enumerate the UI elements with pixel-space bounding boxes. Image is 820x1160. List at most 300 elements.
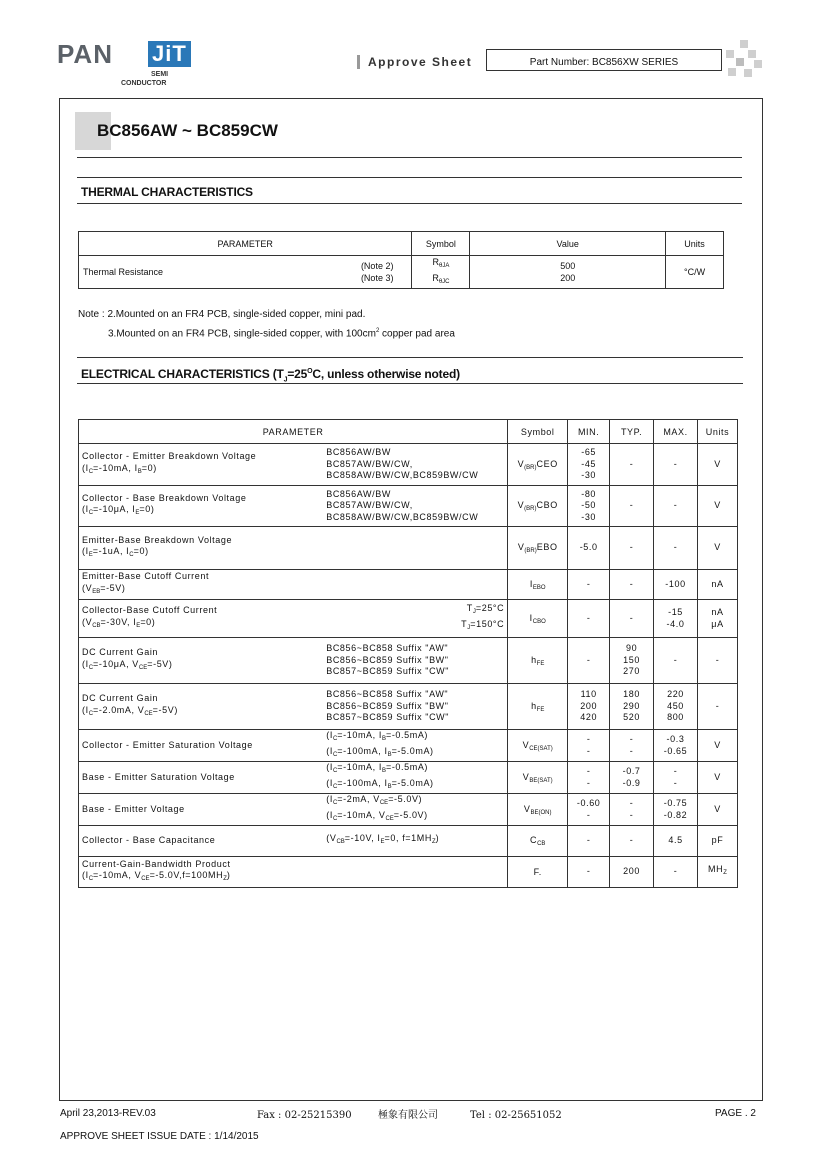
thermal-value-500: 500 [560, 261, 576, 271]
parameter-cell [79, 527, 508, 570]
min-cell-values-line-0: - [586, 734, 591, 744]
parameter-cell [79, 570, 508, 600]
typ-cell [610, 570, 654, 600]
units-cell-values [701, 701, 734, 713]
units-cell-values-line-0: $MH_Z$ [708, 864, 727, 877]
symbol-text: $V_{BE(ON)}$ [523, 803, 552, 816]
thermal-note-2: (Note 2) [360, 261, 394, 271]
parameter-name: DC Current Gain [82, 693, 159, 703]
min-cell-values [571, 835, 606, 847]
typ-cell-values-line-1: -0.9 [622, 777, 641, 788]
thermal-header-parameter: PARAMETER [79, 232, 412, 256]
typ-cell-values [613, 734, 650, 757]
max-cell [654, 486, 698, 527]
typ-cell-values [613, 866, 650, 878]
max-cell-values-line-1: -0.82 [663, 809, 688, 820]
thermal-symbol-rjc-sub: θJC [438, 279, 450, 285]
units-cell-values-line-1: μA [711, 618, 724, 629]
symbol-cell [508, 486, 568, 527]
typ-cell-values-line-0: -0.7 [622, 766, 641, 776]
symbol-text: F. [533, 867, 542, 877]
units-cell-values [701, 579, 734, 591]
logo-semi-text: SEMI [151, 71, 169, 78]
footer-issue-date: APPROVE SHEET ISSUE DATE : 1/14/2015 [60, 1131, 259, 1142]
min-cell-values [571, 798, 606, 821]
typ-cell-values [613, 643, 650, 678]
min-cell-values-line-2: 420 [580, 712, 598, 723]
units-cell [697, 730, 737, 762]
min-cell-values-line-1: -45 [581, 458, 597, 469]
parameter-name: Collector - Base Breakdown Voltage [82, 492, 247, 503]
max-cell [654, 570, 698, 600]
units-cell-values [701, 740, 734, 752]
symbol-cell [508, 638, 568, 684]
note-line-2-text: 3.Mounted on an FR4 PCB, single-sided copper, with 100cm [108, 328, 376, 340]
parameter-devices-line-0: ($I_C=-10mA$, $I_B=-0.5mA$) [326, 730, 429, 742]
max-cell-values-line-0: -0.75 [663, 798, 688, 808]
thermal-section-top-rule [77, 177, 742, 178]
typ-cell-values-line-1: 150 [623, 654, 640, 665]
min-cell-values-line-1: 200 [580, 700, 598, 711]
symbol-cell [508, 857, 568, 888]
symbol-cell [508, 826, 568, 857]
units-cell [697, 486, 737, 527]
units-cell-values [701, 542, 734, 554]
units-cell-values-line-0: V [714, 458, 721, 469]
typ-cell [610, 730, 654, 762]
electrical-header-units: Units [697, 420, 737, 444]
thermal-value-200: 200 [560, 273, 576, 283]
min-cell-values-line-2: -30 [581, 511, 597, 522]
min-cell [568, 444, 610, 486]
parameter-devices [326, 689, 504, 724]
parameter-cell [79, 794, 508, 826]
parameter-cell [79, 730, 508, 762]
electrical-row [79, 730, 738, 762]
symbol-text: $V_{CE(SAT)}$ [522, 739, 553, 752]
max-cell-values-line-1: -4.0 [666, 618, 685, 629]
parameter-devices [326, 447, 504, 482]
thermal-symbol-rjc: R [432, 273, 439, 283]
parameter-devices [326, 489, 504, 524]
max-cell-values [657, 798, 694, 821]
thermal-notes [78, 307, 455, 342]
min-cell-values-line-0: - [586, 612, 591, 623]
electrical-title-part3: C, unless otherwise noted) [312, 367, 460, 381]
parameter-devices-line-1: BC856~BC859 Suffix "BW" [326, 654, 449, 665]
max-cell [654, 730, 698, 762]
electrical-row [79, 794, 738, 826]
typ-cell-values-line-0: - [629, 734, 634, 744]
typ-cell-values-line-0: - [629, 835, 634, 846]
typ-cell-values [613, 766, 650, 789]
max-cell-values-line-1: -0.65 [663, 745, 688, 756]
units-cell-values-line-0: V [714, 771, 721, 782]
thermal-parameter-name: Thermal Resistance [83, 267, 164, 277]
units-cell [697, 527, 737, 570]
units-cell [697, 762, 737, 794]
parameter-cell [79, 684, 508, 730]
min-cell-values-line-0: - [586, 578, 591, 589]
min-cell-values-line-0: - [586, 835, 591, 846]
typ-cell-values-line-2: 520 [623, 712, 640, 723]
units-cell-values-line-0: pF [711, 835, 724, 846]
parameter-devices [326, 643, 504, 678]
max-cell-values-line-1: - [673, 777, 678, 788]
electrical-title-part1: ELECTRICAL CHARACTERISTICS (T [81, 367, 284, 381]
typ-cell-values-line-1: 290 [623, 700, 640, 711]
typ-cell [610, 527, 654, 570]
max-cell-values-line-0: - [673, 866, 678, 877]
parameter-condition: ($I_C=-2.0mA$, $V_{CE}=-5V$) [82, 704, 178, 717]
min-cell-values-line-0: -0.60 [576, 798, 601, 808]
min-cell [568, 570, 610, 600]
symbol-cell [508, 527, 568, 570]
parameter-devices-line-0: ($I_C=-10mA$, $I_B=-0.5mA$) [326, 762, 429, 774]
symbol-cell [508, 794, 568, 826]
parameter-devices-line-2: BC858AW/BW/CW,BC859BW/CW [326, 511, 479, 522]
units-cell-values [701, 607, 734, 630]
parameter-name: Base - Emitter Saturation Voltage [82, 771, 235, 782]
thermal-table [78, 231, 724, 289]
typ-cell [610, 638, 654, 684]
parameter-cell [79, 826, 508, 857]
units-cell-values-line-0: V [714, 803, 721, 814]
min-cell-values [571, 689, 606, 724]
units-cell-values [701, 835, 734, 847]
footer-date-rev: April 23,2013-REV.03 [60, 1108, 156, 1119]
typ-cell [610, 794, 654, 826]
parameter-devices-line-0: BC856AW/BW [326, 488, 391, 499]
typ-cell-values-line-0: - [629, 458, 634, 469]
units-cell-values-line-0: V [714, 739, 721, 750]
max-cell [654, 826, 698, 857]
min-cell-values [571, 447, 606, 482]
symbol-text: $h_{FE}$ [531, 654, 545, 667]
parameter-name: Collector - Emitter Breakdown Voltage [82, 451, 257, 461]
min-cell-values-line-0: -65 [581, 447, 597, 458]
min-cell [568, 730, 610, 762]
parameter-cell [79, 762, 508, 794]
max-cell-values [657, 459, 694, 471]
min-cell [568, 486, 610, 527]
electrical-row [79, 527, 738, 570]
parameter-name: Collector - Emitter Saturation Voltage [82, 739, 253, 750]
typ-cell-values-line-0: - [629, 578, 634, 589]
max-cell [654, 527, 698, 570]
page-title: BC856AW ~ BC859CW [97, 121, 278, 140]
max-cell-values [657, 689, 694, 724]
max-cell-values [657, 866, 694, 878]
electrical-section-top-rule [77, 357, 743, 358]
min-cell-values-line-0: - [586, 654, 591, 665]
units-cell-values-line-0: nA [711, 607, 724, 617]
parameter-name: Base - Emitter Voltage [82, 803, 185, 814]
parameter-devices-line-0: BC856AW/BW [326, 447, 391, 458]
max-cell-values-line-0: -15 [668, 607, 683, 617]
electrical-title-part2: =25 [287, 367, 308, 381]
max-cell-values-line-0: - [673, 458, 678, 469]
max-cell-values-line-0: -0.3 [666, 734, 685, 744]
min-cell-values-line-0: 110 [580, 689, 597, 700]
parameter-cell [79, 857, 508, 888]
typ-cell-values-line-0: - [629, 798, 634, 808]
min-cell-values-line-1: - [586, 809, 591, 820]
typ-cell-values-line-0: 180 [623, 689, 640, 700]
units-cell [697, 684, 737, 730]
typ-cell [610, 826, 654, 857]
parameter-devices-line-2: BC857~BC859 Suffix "CW" [326, 712, 450, 723]
parameter-condition: ($V_{CB}=-30V$, $I_E=0$) [82, 616, 156, 629]
min-cell-values [571, 579, 606, 591]
symbol-cell [508, 684, 568, 730]
electrical-row [79, 486, 738, 527]
parameter-name: Emitter-Base Breakdown Voltage [82, 534, 233, 545]
units-cell-values [701, 500, 734, 512]
parameter-cell [79, 638, 508, 684]
typ-cell-values-line-1: - [629, 809, 634, 820]
max-cell-values [657, 579, 694, 591]
units-cell-values [701, 804, 734, 816]
units-cell-values [701, 772, 734, 784]
panjit-logo [57, 40, 187, 86]
logo-conductor-text: CONDUCTOR [121, 80, 167, 87]
footer-tel: Tel : 02-25651052 [470, 1110, 562, 1121]
parameter-devices [461, 603, 504, 634]
max-cell-values-line-0: - [673, 542, 678, 553]
symbol-text: $V_{(BR)}CBO$ [517, 500, 558, 512]
footer-fax: Fax : 02-25215390 [257, 1110, 352, 1121]
min-cell-values-line-0: -5.0 [579, 542, 598, 553]
thermal-parameter-cell [79, 256, 412, 289]
decorative-squares-icon [726, 40, 762, 78]
typ-cell-values-line-0: 200 [623, 866, 640, 877]
note-line-1: Note : 2.Mounted on an FR4 PCB, single-sided copper, mini pad. [78, 309, 366, 320]
thermal-symbol-cell [412, 256, 470, 289]
thermal-row [79, 256, 724, 289]
symbol-cell [508, 730, 568, 762]
typ-cell-values-line-0: - [629, 500, 634, 511]
max-cell [654, 684, 698, 730]
max-cell-values [657, 500, 694, 512]
min-cell-values [571, 542, 606, 554]
electrical-row [79, 570, 738, 600]
max-cell-values-line-0: - [673, 654, 678, 665]
footer-company: 極象有限公司 [378, 1110, 438, 1121]
min-cell-values-line-0: - [586, 766, 591, 776]
min-cell-values [571, 866, 606, 878]
min-cell [568, 762, 610, 794]
parameter-devices-line-0: ($V_{CB}=-10V$, $I_E=0$, $f=1MH_Z$) [326, 833, 440, 846]
parameter-cell [79, 600, 508, 638]
parameter-devices-line-1: BC856~BC859 Suffix "BW" [326, 700, 449, 711]
thermal-section-title: THERMAL CHARACTERISTICS [81, 185, 253, 199]
min-cell-values-line-2: -30 [581, 470, 597, 481]
parameter-name: Collector-Base Cutoff Current [82, 605, 218, 615]
units-cell-values-line-0: nA [711, 578, 724, 589]
electrical-section-bottom-rule [77, 383, 743, 384]
max-cell-values-line-2: 800 [667, 712, 684, 723]
min-cell-values [571, 613, 606, 625]
units-cell [697, 638, 737, 684]
units-cell [697, 857, 737, 888]
max-cell-values-line-0: -100 [665, 578, 686, 589]
max-cell-values-line-0: - [673, 766, 678, 776]
note-line-2 [78, 323, 455, 342]
symbol-text: $I_{CBO}$ [529, 612, 546, 625]
units-cell [697, 826, 737, 857]
symbol-text: $V_{(BR)}EBO$ [517, 542, 558, 554]
typ-cell-values [613, 613, 650, 625]
parameter-devices-line-1: $T_J=150^\circ C$ [461, 618, 505, 631]
parameter-devices-line-1: BC857AW/BW/CW, [326, 500, 413, 511]
electrical-header-symbol: Symbol [508, 420, 568, 444]
symbol-cell [508, 570, 568, 600]
min-cell-values-line-0: -80 [581, 488, 597, 499]
electrical-row [79, 857, 738, 888]
parameter-condition: ($I_C=-10mA$, $V_{CE}=-5.0V,f=100MH_Z$) [82, 870, 231, 882]
symbol-text: $C_{CB}$ [529, 835, 546, 847]
units-cell [697, 444, 737, 486]
max-cell [654, 444, 698, 486]
max-cell-values-line-0: 4.5 [668, 835, 683, 846]
typ-cell-values [613, 798, 650, 821]
min-cell-values [571, 734, 606, 757]
title-underline [77, 157, 742, 158]
units-cell [697, 794, 737, 826]
thermal-note-3: (Note 3) [360, 273, 394, 283]
parameter-devices-line-0: $T_J=25^\circ C$ [466, 603, 505, 615]
parameter-devices-line-0: BC856~BC858 Suffix "AW" [326, 643, 449, 654]
electrical-title-sup: O [307, 368, 313, 375]
electrical-header-min: MIN. [568, 420, 610, 444]
parameter-devices-line-0: ($I_C=-2mA$, $V_{CE}=-5.0V$) [326, 794, 423, 806]
parameter-devices-line-2: BC858AW/BW/CW,BC859BW/CW [326, 470, 479, 481]
max-cell-values [657, 542, 694, 554]
min-cell [568, 857, 610, 888]
logo-jit-text: JiT [148, 41, 191, 67]
typ-cell-values-line-0: - [629, 542, 634, 553]
typ-cell-values-line-1: - [629, 745, 634, 756]
parameter-name: DC Current Gain [82, 647, 159, 657]
thermal-units-cell: °C/W [666, 256, 724, 289]
min-cell-values-line-0: - [586, 866, 591, 877]
min-cell [568, 684, 610, 730]
units-cell [697, 570, 737, 600]
parameter-cell [79, 486, 508, 527]
symbol-text: $V_{BE(SAT)}$ [522, 771, 553, 784]
electrical-header-typ: TYP. [610, 420, 654, 444]
typ-cell [610, 600, 654, 638]
parameter-condition: ($I_C=-10\mu A$, $I_E=0$) [82, 504, 155, 516]
max-cell [654, 857, 698, 888]
parameter-devices-line-1: ($I_C=-100mA$, $I_B=-5.0mA$) [326, 745, 434, 758]
max-cell [654, 794, 698, 826]
typ-cell-values [613, 459, 650, 471]
min-cell [568, 794, 610, 826]
min-cell [568, 638, 610, 684]
thermal-symbol-rja-sub: θJA [439, 263, 450, 269]
min-cell-values [571, 489, 606, 524]
max-cell-values [657, 607, 694, 630]
electrical-row [79, 638, 738, 684]
logo-pan-text: PAN [57, 39, 113, 69]
max-cell-values-line-0: - [673, 500, 678, 511]
typ-cell-values-line-0: 90 [625, 643, 638, 654]
electrical-title-sub: J [283, 376, 288, 384]
units-cell-values-line-0: V [714, 542, 721, 553]
note-line-2-tail: copper pad area [379, 328, 455, 340]
parameter-devices-line-2: BC857~BC859 Suffix "CW" [326, 666, 450, 677]
parameter-devices-line-1: ($I_C=-10mA$, $V_{CE}=-5.0V$) [326, 809, 428, 822]
min-cell-values-line-1: - [586, 777, 591, 788]
units-cell-values [701, 864, 734, 880]
thermal-header-value: Value [470, 232, 666, 256]
typ-cell [610, 684, 654, 730]
electrical-table [78, 419, 738, 888]
units-cell-values [701, 655, 734, 667]
typ-cell-values [613, 835, 650, 847]
typ-cell [610, 486, 654, 527]
parameter-devices [326, 833, 504, 849]
symbol-cell [508, 600, 568, 638]
thermal-section-bottom-rule [77, 203, 742, 204]
electrical-row [79, 826, 738, 857]
symbol-text: $I_{EBO}$ [529, 578, 546, 591]
typ-cell [610, 857, 654, 888]
thermal-header-symbol: Symbol [412, 232, 470, 256]
max-cell-values-line-1: 450 [667, 700, 684, 711]
thermal-value-cell [470, 256, 666, 289]
min-cell-values [571, 766, 606, 789]
min-cell [568, 826, 610, 857]
typ-cell-values [613, 542, 650, 554]
parameter-devices-line-1: BC857AW/BW/CW, [326, 458, 413, 469]
thermal-symbol-rja: R [432, 257, 439, 267]
typ-cell-values-line-0: - [629, 612, 634, 623]
units-cell-values-line-0: - [715, 700, 720, 711]
units-cell-values [701, 459, 734, 471]
min-cell-values-line-1: -50 [581, 500, 597, 511]
parameter-devices [326, 794, 504, 825]
note-line-2-sup: 2 [375, 328, 380, 334]
parameter-condition: ($I_C=-10mA$, $I_B=0$) [82, 462, 157, 475]
parameter-name: Current-Gain-Bandwidth Product [82, 858, 231, 869]
electrical-header-max: MAX. [654, 420, 698, 444]
typ-cell-values [613, 500, 650, 512]
part-number-box: Part Number: BC856XW SERIES [486, 49, 722, 71]
electrical-row [79, 600, 738, 638]
parameter-devices-line-0: BC856~BC858 Suffix "AW" [326, 689, 449, 700]
symbol-text: $V_{(BR)}CEO$ [517, 458, 558, 471]
max-cell-values [657, 835, 694, 847]
electrical-header-parameter: PARAMETER [79, 420, 508, 444]
units-cell-values-line-0: - [715, 654, 720, 665]
thermal-header-row [79, 232, 724, 256]
typ-cell-values [613, 579, 650, 591]
typ-cell [610, 444, 654, 486]
parameter-condition: $(V_{EB}=-5V)$ [82, 582, 126, 595]
electrical-row [79, 684, 738, 730]
thermal-header-units: Units [666, 232, 724, 256]
max-cell [654, 600, 698, 638]
parameter-devices-line-1: ($I_C=-100mA$, $I_B=-5.0mA$) [326, 777, 434, 790]
max-cell [654, 638, 698, 684]
units-cell-values-line-0: V [714, 500, 721, 511]
min-cell-values [571, 655, 606, 667]
typ-cell-values-line-2: 270 [623, 666, 640, 677]
parameter-devices [326, 730, 504, 761]
